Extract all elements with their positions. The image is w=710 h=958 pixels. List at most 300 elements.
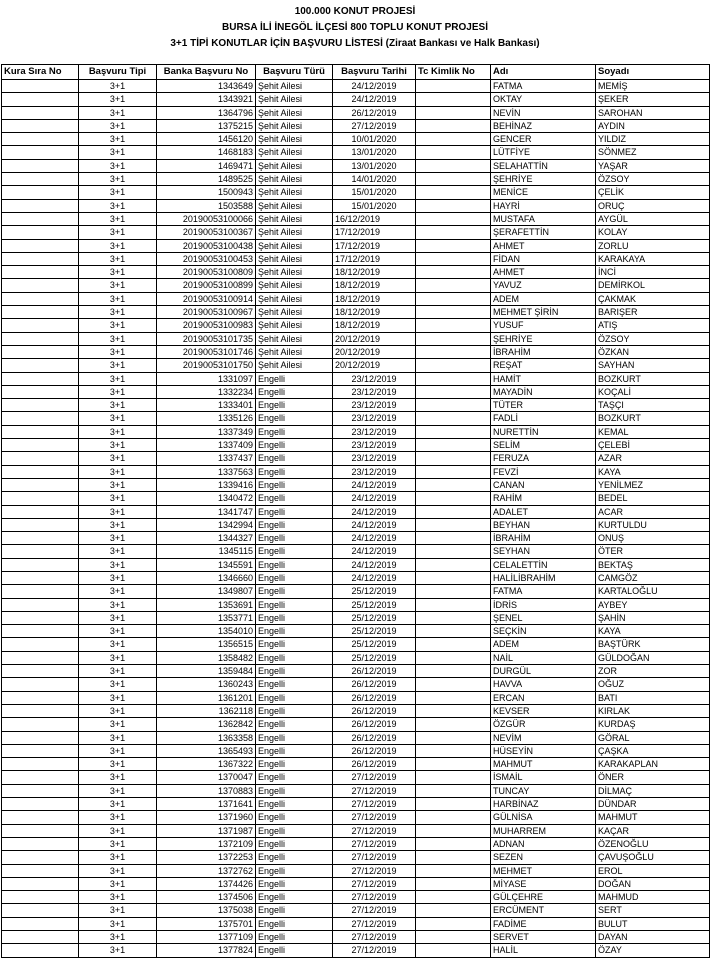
table-row <box>2 691 710 704</box>
adi-cell: NAİL <box>491 651 596 664</box>
banka-basvuru-no-cell: 20190053100809 <box>157 266 256 279</box>
soyadi-cell: CAMGÖZ <box>596 571 710 584</box>
basvuru-tipi-cell: 3+1 <box>79 106 157 119</box>
basvuru-turu-cell: Şehit Ailesi <box>256 279 333 292</box>
basvuru-tarihi-cell: 27/12/2019 <box>333 784 416 797</box>
tc-kimlik-no-cell <box>416 651 491 664</box>
soyadi-cell: SAYHAN <box>596 359 710 372</box>
basvuru-tipi-cell: 3+1 <box>79 638 157 651</box>
basvuru-tipi-cell: 3+1 <box>79 744 157 757</box>
table-row <box>2 478 710 491</box>
tc-kimlik-no-cell <box>416 558 491 571</box>
banka-basvuru-no-cell: 1375701 <box>157 917 256 930</box>
basvuru-tarihi-cell: 24/12/2019 <box>333 518 416 531</box>
basvuru-tarihi-cell: 14/01/2020 <box>333 173 416 186</box>
soyadi-cell: KAYA <box>596 625 710 638</box>
adi-cell: NEVİN <box>491 106 596 119</box>
kura-sira-no-cell <box>2 106 79 119</box>
soyadi-cell: ÇAKMAK <box>596 292 710 305</box>
basvuru-turu-cell: Engelli <box>256 678 333 691</box>
basvuru-tarihi-cell: 27/12/2019 <box>333 917 416 930</box>
table-row <box>2 199 710 212</box>
title-line-2: BURSA İLİ İNEGÖL İLÇESİ 800 TOPLU KONUT PROJESİ <box>222 22 488 33</box>
banka-basvuru-no-cell: 1456120 <box>157 133 256 146</box>
basvuru-turu-cell: Engelli <box>256 798 333 811</box>
table-row <box>2 159 710 172</box>
tc-kimlik-no-cell <box>416 532 491 545</box>
basvuru-tarihi-cell: 24/12/2019 <box>333 505 416 518</box>
table-row <box>2 931 710 944</box>
basvuru-turu-cell: Şehit Ailesi <box>256 212 333 225</box>
basvuru-tarihi-cell: 25/12/2019 <box>333 625 416 638</box>
soyadi-cell: YENİLMEZ <box>596 478 710 491</box>
basvuru-tarihi-cell: 13/01/2020 <box>333 159 416 172</box>
basvuru-tipi-cell: 3+1 <box>79 452 157 465</box>
kura-sira-no-cell <box>2 252 79 265</box>
adi-cell: ADALET <box>491 505 596 518</box>
col-header-basvuru-tipi: Başvuru Tipi <box>79 65 157 80</box>
banka-basvuru-no-cell: 20190053100453 <box>157 252 256 265</box>
basvuru-turu-cell: Engelli <box>256 824 333 837</box>
col-header-kura-sira-no: Kura Sıra No <box>2 65 79 80</box>
adi-cell: SEYHAN <box>491 545 596 558</box>
table-row <box>2 106 710 119</box>
table-row <box>2 226 710 239</box>
table-row <box>2 425 710 438</box>
basvuru-tarihi-cell: 27/12/2019 <box>333 851 416 864</box>
basvuru-tarihi-cell: 27/12/2019 <box>333 771 416 784</box>
kura-sira-no-cell <box>2 319 79 332</box>
tc-kimlik-no-cell <box>416 518 491 531</box>
banka-basvuru-no-cell: 1363358 <box>157 731 256 744</box>
kura-sira-no-cell <box>2 372 79 385</box>
basvuru-turu-cell: Engelli <box>256 478 333 491</box>
tc-kimlik-no-cell <box>416 545 491 558</box>
col-header-tc-kimlik-no: Tc Kimlik No <box>416 65 491 80</box>
basvuru-turu-cell: Engelli <box>256 931 333 944</box>
basvuru-turu-cell: Şehit Ailesi <box>256 359 333 372</box>
banka-basvuru-no-cell: 1337349 <box>157 425 256 438</box>
basvuru-turu-cell: Şehit Ailesi <box>256 292 333 305</box>
table-row <box>2 704 710 717</box>
table-row <box>2 837 710 850</box>
tc-kimlik-no-cell <box>416 811 491 824</box>
basvuru-tipi-cell: 3+1 <box>79 252 157 265</box>
adi-cell: RAHİM <box>491 492 596 505</box>
basvuru-tipi-cell: 3+1 <box>79 399 157 412</box>
basvuru-turu-cell: Engelli <box>256 837 333 850</box>
banka-basvuru-no-cell: 1349807 <box>157 585 256 598</box>
kura-sira-no-cell <box>2 811 79 824</box>
tc-kimlik-no-cell <box>416 106 491 119</box>
tc-kimlik-no-cell <box>416 292 491 305</box>
banka-basvuru-no-cell: 1503588 <box>157 199 256 212</box>
basvuru-tarihi-cell: 27/12/2019 <box>333 837 416 850</box>
basvuru-tarihi-cell: 25/12/2019 <box>333 638 416 651</box>
soyadi-cell: AYDIN <box>596 119 710 132</box>
table-row <box>2 851 710 864</box>
tc-kimlik-no-cell <box>416 798 491 811</box>
adi-cell: MEHMET <box>491 864 596 877</box>
basvuru-tipi-cell: 3+1 <box>79 266 157 279</box>
tc-kimlik-no-cell <box>416 332 491 345</box>
tc-kimlik-no-cell <box>416 359 491 372</box>
basvuru-turu-cell: Şehit Ailesi <box>256 93 333 106</box>
soyadi-cell: ÖZSOY <box>596 332 710 345</box>
soyadi-cell: AZAR <box>596 452 710 465</box>
basvuru-tipi-cell: 3+1 <box>79 345 157 358</box>
tc-kimlik-no-cell <box>416 492 491 505</box>
adi-cell: FİDAN <box>491 252 596 265</box>
soyadi-cell: YILDIZ <box>596 133 710 146</box>
tc-kimlik-no-cell <box>416 465 491 478</box>
col-header-basvuru-tarihi: Başvuru Tarihi <box>333 65 416 80</box>
basvuru-tipi-cell: 3+1 <box>79 877 157 890</box>
banka-basvuru-no-cell: 1335126 <box>157 412 256 425</box>
table-row <box>2 944 710 957</box>
kura-sira-no-cell <box>2 425 79 438</box>
soyadi-cell: ÖTER <box>596 545 710 558</box>
soyadi-cell: ÖZSOY <box>596 173 710 186</box>
table-row <box>2 465 710 478</box>
banka-basvuru-no-cell: 20190053100367 <box>157 226 256 239</box>
table-row <box>2 319 710 332</box>
basvuru-turu-cell: Engelli <box>256 425 333 438</box>
adi-cell: ŞEHRİYE <box>491 332 596 345</box>
basvuru-turu-cell: Engelli <box>256 585 333 598</box>
banka-basvuru-no-cell: 20190053100438 <box>157 239 256 252</box>
basvuru-tarihi-cell: 26/12/2019 <box>333 678 416 691</box>
tc-kimlik-no-cell <box>416 904 491 917</box>
table-row <box>2 585 710 598</box>
tc-kimlik-no-cell <box>416 93 491 106</box>
basvuru-tarihi-cell: 25/12/2019 <box>333 651 416 664</box>
tc-kimlik-no-cell <box>416 239 491 252</box>
table-row <box>2 439 710 452</box>
table-row <box>2 133 710 146</box>
kura-sira-no-cell <box>2 704 79 717</box>
basvuru-tipi-cell: 3+1 <box>79 532 157 545</box>
soyadi-cell: DEMİRKOL <box>596 279 710 292</box>
basvuru-tarihi-cell: 17/12/2019 <box>333 252 416 265</box>
basvuru-turu-cell: Engelli <box>256 638 333 651</box>
table-row <box>2 611 710 624</box>
basvuru-tarihi-cell: 24/12/2019 <box>333 492 416 505</box>
adi-cell: MİYASE <box>491 877 596 890</box>
soyadi-cell: ŞEKER <box>596 93 710 106</box>
basvuru-tipi-cell: 3+1 <box>79 146 157 159</box>
banka-basvuru-no-cell: 1377109 <box>157 931 256 944</box>
table-row <box>2 877 710 890</box>
table-row <box>2 412 710 425</box>
banka-basvuru-no-cell: 1333401 <box>157 399 256 412</box>
banka-basvuru-no-cell: 1374426 <box>157 877 256 890</box>
banka-basvuru-no-cell: 20190053101750 <box>157 359 256 372</box>
table-row <box>2 266 710 279</box>
basvuru-turu-cell: Engelli <box>256 625 333 638</box>
table-row <box>2 385 710 398</box>
kura-sira-no-cell <box>2 412 79 425</box>
document-header <box>0 0 710 58</box>
banka-basvuru-no-cell: 1374506 <box>157 891 256 904</box>
basvuru-tipi-cell: 3+1 <box>79 585 157 598</box>
kura-sira-no-cell <box>2 186 79 199</box>
basvuru-tarihi-cell: 20/12/2019 <box>333 359 416 372</box>
basvuru-turu-cell: Engelli <box>256 731 333 744</box>
basvuru-tipi-cell: 3+1 <box>79 864 157 877</box>
soyadi-cell: KURDAŞ <box>596 718 710 731</box>
basvuru-turu-cell: Şehit Ailesi <box>256 106 333 119</box>
kura-sira-no-cell <box>2 226 79 239</box>
banka-basvuru-no-cell: 1341747 <box>157 505 256 518</box>
basvuru-tipi-cell: 3+1 <box>79 186 157 199</box>
soyadi-cell: KARTALOĞLU <box>596 585 710 598</box>
table-row <box>2 811 710 824</box>
adi-cell: ŞENEL <box>491 611 596 624</box>
kura-sira-no-cell <box>2 80 79 93</box>
banka-basvuru-no-cell: 1337563 <box>157 465 256 478</box>
basvuru-turu-cell: Engelli <box>256 465 333 478</box>
col-header-adi: Adı <box>491 65 596 80</box>
basvuru-tipi-cell: 3+1 <box>79 159 157 172</box>
col-header-banka-basvuru-no: Banka Başvuru No <box>157 65 256 80</box>
kura-sira-no-cell <box>2 266 79 279</box>
tc-kimlik-no-cell <box>416 638 491 651</box>
table-row <box>2 173 710 186</box>
soyadi-cell: BARIŞER <box>596 306 710 319</box>
basvuru-tipi-cell: 3+1 <box>79 731 157 744</box>
table-row <box>2 824 710 837</box>
tc-kimlik-no-cell <box>416 917 491 930</box>
adi-cell: AHMET <box>491 266 596 279</box>
kura-sira-no-cell <box>2 239 79 252</box>
table-row <box>2 744 710 757</box>
soyadi-cell: BEKTAŞ <box>596 558 710 571</box>
basvuru-tarihi-cell: 27/12/2019 <box>333 891 416 904</box>
soyadi-cell: EROL <box>596 864 710 877</box>
tc-kimlik-no-cell <box>416 119 491 132</box>
tc-kimlik-no-cell <box>416 385 491 398</box>
adi-cell: FADLİ <box>491 412 596 425</box>
adi-cell: FADİME <box>491 917 596 930</box>
banka-basvuru-no-cell: 1371987 <box>157 824 256 837</box>
tc-kimlik-no-cell <box>416 851 491 864</box>
adi-cell: ŞEHRİYE <box>491 173 596 186</box>
basvuru-tarihi-cell: 27/12/2019 <box>333 864 416 877</box>
kura-sira-no-cell <box>2 625 79 638</box>
soyadi-cell: KIRLAK <box>596 704 710 717</box>
table-row <box>2 731 710 744</box>
tc-kimlik-no-cell <box>416 744 491 757</box>
tc-kimlik-no-cell <box>416 931 491 944</box>
banka-basvuru-no-cell: 1331097 <box>157 372 256 385</box>
banka-basvuru-no-cell: 1489525 <box>157 173 256 186</box>
basvuru-tarihi-cell: 17/12/2019 <box>333 226 416 239</box>
basvuru-turu-cell: Engelli <box>256 385 333 398</box>
basvuru-turu-cell: Şehit Ailesi <box>256 226 333 239</box>
soyadi-cell: GÖRAL <box>596 731 710 744</box>
basvuru-tipi-cell: 3+1 <box>79 359 157 372</box>
adi-cell: MAHMUT <box>491 758 596 771</box>
table-row <box>2 784 710 797</box>
tc-kimlik-no-cell <box>416 704 491 717</box>
basvuru-tarihi-cell: 24/12/2019 <box>333 93 416 106</box>
table-row <box>2 279 710 292</box>
banka-basvuru-no-cell: 1372762 <box>157 864 256 877</box>
kura-sira-no-cell <box>2 571 79 584</box>
tc-kimlik-no-cell <box>416 611 491 624</box>
basvuru-turu-cell: Şehit Ailesi <box>256 239 333 252</box>
banka-basvuru-no-cell: 1500943 <box>157 186 256 199</box>
basvuru-turu-cell: Şehit Ailesi <box>256 319 333 332</box>
basvuru-turu-cell: Engelli <box>256 532 333 545</box>
basvuru-turu-cell: Engelli <box>256 545 333 558</box>
basvuru-turu-cell: Şehit Ailesi <box>256 199 333 212</box>
soyadi-cell: KOLAY <box>596 226 710 239</box>
basvuru-tipi-cell: 3+1 <box>79 598 157 611</box>
basvuru-turu-cell: Şehit Ailesi <box>256 146 333 159</box>
table-row <box>2 758 710 771</box>
title-line-1: 100.000 KONUT PROJESİ <box>294 6 416 17</box>
kura-sira-no-cell <box>2 558 79 571</box>
basvuru-tipi-cell: 3+1 <box>79 173 157 186</box>
soyadi-cell: MEMİŞ <box>596 80 710 93</box>
basvuru-tipi-cell: 3+1 <box>79 226 157 239</box>
table-row <box>2 665 710 678</box>
basvuru-tarihi-cell: 26/12/2019 <box>333 665 416 678</box>
banka-basvuru-no-cell: 1358482 <box>157 651 256 664</box>
adi-cell: ŞERAFETTİN <box>491 226 596 239</box>
tc-kimlik-no-cell <box>416 372 491 385</box>
tc-kimlik-no-cell <box>416 306 491 319</box>
soyadi-cell: KAYA <box>596 465 710 478</box>
soyadi-cell: İNCİ <box>596 266 710 279</box>
basvuru-tipi-cell: 3+1 <box>79 292 157 305</box>
table-row <box>2 292 710 305</box>
tc-kimlik-no-cell <box>416 226 491 239</box>
banka-basvuru-no-cell: 1469471 <box>157 159 256 172</box>
basvuru-tipi-cell: 3+1 <box>79 492 157 505</box>
kura-sira-no-cell <box>2 758 79 771</box>
soyadi-cell: GÜLDOĞAN <box>596 651 710 664</box>
application-list-table <box>1 64 710 958</box>
basvuru-tarihi-cell: 27/12/2019 <box>333 931 416 944</box>
kura-sira-no-cell <box>2 784 79 797</box>
adi-cell: İSMAİL <box>491 771 596 784</box>
basvuru-tarihi-cell: 18/12/2019 <box>333 292 416 305</box>
table-row <box>2 532 710 545</box>
banka-basvuru-no-cell: 1362842 <box>157 718 256 731</box>
basvuru-tipi-cell: 3+1 <box>79 372 157 385</box>
kura-sira-no-cell <box>2 532 79 545</box>
table-header-row <box>2 65 710 80</box>
tc-kimlik-no-cell <box>416 571 491 584</box>
basvuru-turu-cell: Engelli <box>256 851 333 864</box>
banka-basvuru-no-cell: 1345591 <box>157 558 256 571</box>
basvuru-tipi-cell: 3+1 <box>79 319 157 332</box>
table-row <box>2 651 710 664</box>
adi-cell: KEVSER <box>491 704 596 717</box>
kura-sira-no-cell <box>2 478 79 491</box>
adi-cell: HALİLİBRAHİM <box>491 571 596 584</box>
kura-sira-no-cell <box>2 891 79 904</box>
kura-sira-no-cell <box>2 864 79 877</box>
soyadi-cell: ATIŞ <box>596 319 710 332</box>
soyadi-cell: KOÇALİ <box>596 385 710 398</box>
banka-basvuru-no-cell: 1372253 <box>157 851 256 864</box>
kura-sira-no-cell <box>2 173 79 186</box>
basvuru-tipi-cell: 3+1 <box>79 837 157 850</box>
banka-basvuru-no-cell: 1377824 <box>157 944 256 957</box>
banka-basvuru-no-cell: 1332234 <box>157 385 256 398</box>
soyadi-cell: BATI <box>596 691 710 704</box>
kura-sira-no-cell <box>2 359 79 372</box>
tc-kimlik-no-cell <box>416 837 491 850</box>
basvuru-tarihi-cell: 26/12/2019 <box>333 691 416 704</box>
basvuru-tarihi-cell: 23/12/2019 <box>333 452 416 465</box>
kura-sira-no-cell <box>2 439 79 452</box>
soyadi-cell: BOZKURT <box>596 412 710 425</box>
table-row <box>2 452 710 465</box>
basvuru-tarihi-cell: 27/12/2019 <box>333 877 416 890</box>
basvuru-tarihi-cell: 25/12/2019 <box>333 611 416 624</box>
kura-sira-no-cell <box>2 492 79 505</box>
basvuru-turu-cell: Engelli <box>256 704 333 717</box>
table-row <box>2 93 710 106</box>
basvuru-tipi-cell: 3+1 <box>79 133 157 146</box>
basvuru-tipi-cell: 3+1 <box>79 558 157 571</box>
tc-kimlik-no-cell <box>416 891 491 904</box>
basvuru-tipi-cell: 3+1 <box>79 784 157 797</box>
basvuru-turu-cell: Engelli <box>256 651 333 664</box>
tc-kimlik-no-cell <box>416 345 491 358</box>
kura-sira-no-cell <box>2 904 79 917</box>
basvuru-tarihi-cell: 23/12/2019 <box>333 412 416 425</box>
adi-cell: ÖZGÜR <box>491 718 596 731</box>
soyadi-cell: ÇAŞKA <box>596 744 710 757</box>
tc-kimlik-no-cell <box>416 452 491 465</box>
basvuru-turu-cell: Engelli <box>256 412 333 425</box>
soyadi-cell: ACAR <box>596 505 710 518</box>
tc-kimlik-no-cell <box>416 80 491 93</box>
basvuru-tarihi-cell: 15/01/2020 <box>333 199 416 212</box>
basvuru-tarihi-cell: 23/12/2019 <box>333 385 416 398</box>
basvuru-tipi-cell: 3+1 <box>79 771 157 784</box>
table-row <box>2 518 710 531</box>
adi-cell: İDRİS <box>491 598 596 611</box>
basvuru-turu-cell: Engelli <box>256 877 333 890</box>
kura-sira-no-cell <box>2 678 79 691</box>
basvuru-tipi-cell: 3+1 <box>79 518 157 531</box>
table-row <box>2 372 710 385</box>
soyadi-cell: MAHMUD <box>596 891 710 904</box>
banka-basvuru-no-cell: 1370047 <box>157 771 256 784</box>
basvuru-turu-cell: Şehit Ailesi <box>256 186 333 199</box>
basvuru-tipi-cell: 3+1 <box>79 891 157 904</box>
tc-kimlik-no-cell <box>416 864 491 877</box>
soyadi-cell: BEDEL <box>596 492 710 505</box>
tc-kimlik-no-cell <box>416 146 491 159</box>
soyadi-cell: ÖZENOĞLU <box>596 837 710 850</box>
adi-cell: OKTAY <box>491 93 596 106</box>
tc-kimlik-no-cell <box>416 718 491 731</box>
banka-basvuru-no-cell: 1361201 <box>157 691 256 704</box>
adi-cell: SERVET <box>491 931 596 944</box>
tc-kimlik-no-cell <box>416 758 491 771</box>
soyadi-cell: BULUT <box>596 917 710 930</box>
kura-sira-no-cell <box>2 944 79 957</box>
table-row <box>2 891 710 904</box>
